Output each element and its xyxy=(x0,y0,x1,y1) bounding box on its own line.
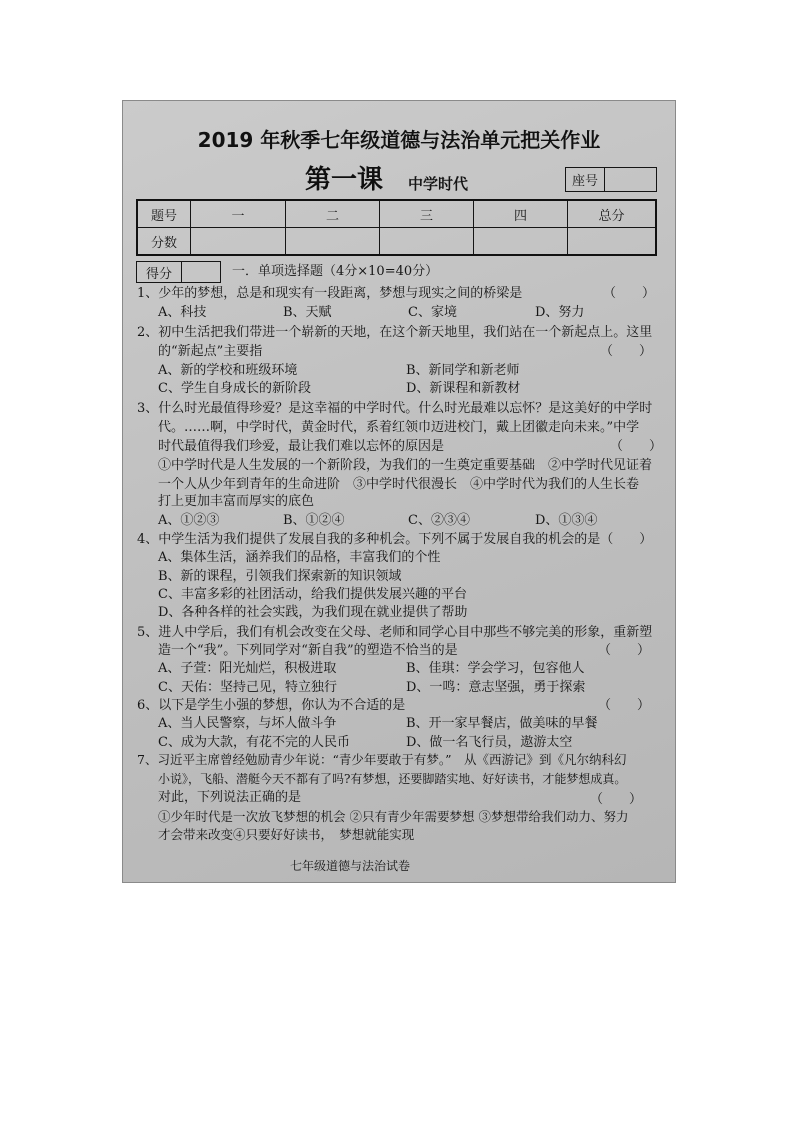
option: B、新同学和新老师 xyxy=(406,363,520,378)
score-table-header: 四 xyxy=(474,200,568,228)
score-table-header: 总分 xyxy=(568,200,657,228)
score-cell xyxy=(191,228,286,256)
score-table-score-row xyxy=(137,228,656,256)
question-3-stem: 代。……啊，中学时代，黄金时代，系着红领巾迈进校门，戴上团徽走向未来。”中学 xyxy=(158,420,640,435)
question-7-stem: 对此，下列说法正确的是 xyxy=(158,790,302,805)
option: C、家境 xyxy=(408,305,457,320)
answer-blank: （ ） xyxy=(600,344,653,359)
section-score-cell xyxy=(182,262,221,283)
question-3-stem: 时代最值得我们珍爱，最让我们难以忘怀的原因是 xyxy=(158,439,445,454)
score-table-header: 三 xyxy=(380,200,474,228)
option: B、新的课程，引领我们探索新的知识领域 xyxy=(158,569,402,584)
answer-blank: （ ） xyxy=(600,532,653,547)
question-3-stem: 3、什么时光最值得珍爱？是这幸福的中学时代。什么时光最难以忘怀？是这美好的中学时 xyxy=(137,401,653,416)
score-cell xyxy=(286,228,380,256)
score-row-label: 分数 xyxy=(137,228,191,256)
option: D、努力 xyxy=(535,305,585,320)
option: C、②③④ xyxy=(408,513,470,528)
page-footer: 七年级道德与法治试卷 xyxy=(290,859,411,873)
option: C、学生自身成长的新阶段 xyxy=(158,381,311,396)
option: A、子萱：阳光灿烂，积极进取 xyxy=(158,661,337,676)
answer-blank: （ ） xyxy=(610,439,663,454)
question-7-stem: 7、习近平主席曾经勉励青少年说：“青少年要敢于有梦。” 从《西游记》到《凡尔纳科幻 xyxy=(137,752,627,767)
option: D、①③④ xyxy=(535,513,598,528)
question-2-stem: 2、初中生活把我们带进一个崭新的天地，在这个新天地里，我们站在一个新起点上。这里 xyxy=(137,325,653,340)
answer-blank: （ ） xyxy=(598,698,651,713)
lesson-topic: 中学时代 xyxy=(408,175,469,193)
option: C、成为大款，有花不完的人民币 xyxy=(158,735,350,750)
score-table-header: 一 xyxy=(191,200,286,228)
option: D、新课程和新教材 xyxy=(406,381,521,396)
option: B、①②④ xyxy=(283,513,345,528)
option: B、佳琪：学会学习，包容他人 xyxy=(406,661,585,676)
score-cell xyxy=(474,228,568,256)
option: A、新的学校和班级环境 xyxy=(158,363,298,378)
question-5-stem: 造一个“我”。下列同学对“新自我”的塑造不恰当的是 xyxy=(158,643,458,658)
option: D、各种各样的社会实践，为我们现在就业提供了帮助 xyxy=(158,605,468,620)
score-cell xyxy=(380,228,474,256)
score-table xyxy=(136,199,657,256)
question-7-stem: 小说》，飞船、潜艇今天不都有了吗?有梦想，还要脚踏实地、好好读书，才能梦想成真。 xyxy=(158,772,627,786)
score-cell xyxy=(568,228,657,256)
question-4-stem xyxy=(137,532,652,548)
section-score-label: 得分 xyxy=(137,262,182,283)
question-2-stem: 的“新起点”主要指 xyxy=(158,344,263,359)
option: A、集体生活，涵养我们的品格，丰富我们的个性 xyxy=(158,550,441,565)
option: D、做一名飞行员，遨游太空 xyxy=(406,735,573,750)
section-score-box xyxy=(136,261,221,283)
question-3-statement: ①中学时代是人生发展的一个新阶段，为我们的一生奠定重要基础 ②中学时代见证着 xyxy=(158,458,653,473)
option: A、①②③ xyxy=(158,513,220,528)
option: A、当人民警察，与坏人做斗争 xyxy=(158,716,337,731)
question-5-stem: 5、进人中学后，我们有机会改变在父母、老师和同学心目中那些不够完美的形象，重新塑 xyxy=(137,625,653,640)
score-table-header-row xyxy=(137,200,656,228)
option: B、开一家早餐店，做美味的早餐 xyxy=(406,716,598,731)
question-7-statement: 才会带来改变④只要好好读书， 梦想就能实现 xyxy=(158,827,415,842)
question-1-stem: 1、少年的梦想，总是和现实有一段距离，梦想与现实之间的桥梁是 xyxy=(137,286,523,301)
option: C、丰富多彩的社团活动，给我们提供发展兴趣的平台 xyxy=(158,587,467,602)
seat-number-cell xyxy=(605,168,657,192)
question-6-stem: 6、以下是学生小强的梦想，你认为不合适的是 xyxy=(137,698,406,713)
exam-paper-photo xyxy=(122,100,676,883)
question-3-statement: 一个人从少年到青年的生命进阶 ③中学时代很漫长 ④中学时代为我们的人生长卷 xyxy=(158,477,640,492)
exam-title: 2019 年秋季七年级道德与法治单元把关作业 xyxy=(197,128,601,152)
option: A、科技 xyxy=(158,305,207,320)
option: D、一鸣：意志坚强，勇于探索 xyxy=(406,680,586,695)
question-3-statement: 打上更加丰富而厚实的底色 xyxy=(158,494,315,509)
lesson-number: 第一课 xyxy=(305,165,384,195)
answer-blank: （ ） xyxy=(598,643,651,658)
score-table-header: 二 xyxy=(286,200,380,228)
section-heading: 一．单项选择题（4分×10=40分） xyxy=(232,264,439,279)
answer-blank: （ ） xyxy=(590,792,643,807)
question-7-statement: ①少年时代是一次放飞梦想的机会 ②只有青少年需要梦想 ③梦想带给我们动力、努力 xyxy=(158,809,629,824)
seat-label: 座号 xyxy=(566,168,605,192)
answer-blank: （ ） xyxy=(603,286,656,301)
question-4-stem-text: 4、中学生活为我们提供了发展自我的多种机会。下列不属于发展自我的机会的是 xyxy=(137,532,601,547)
seat-number-box xyxy=(565,167,657,192)
option: B、天赋 xyxy=(283,305,332,320)
score-table-header: 题号 xyxy=(137,200,191,228)
option: C、天佑：坚持己见，特立独行 xyxy=(158,680,337,695)
